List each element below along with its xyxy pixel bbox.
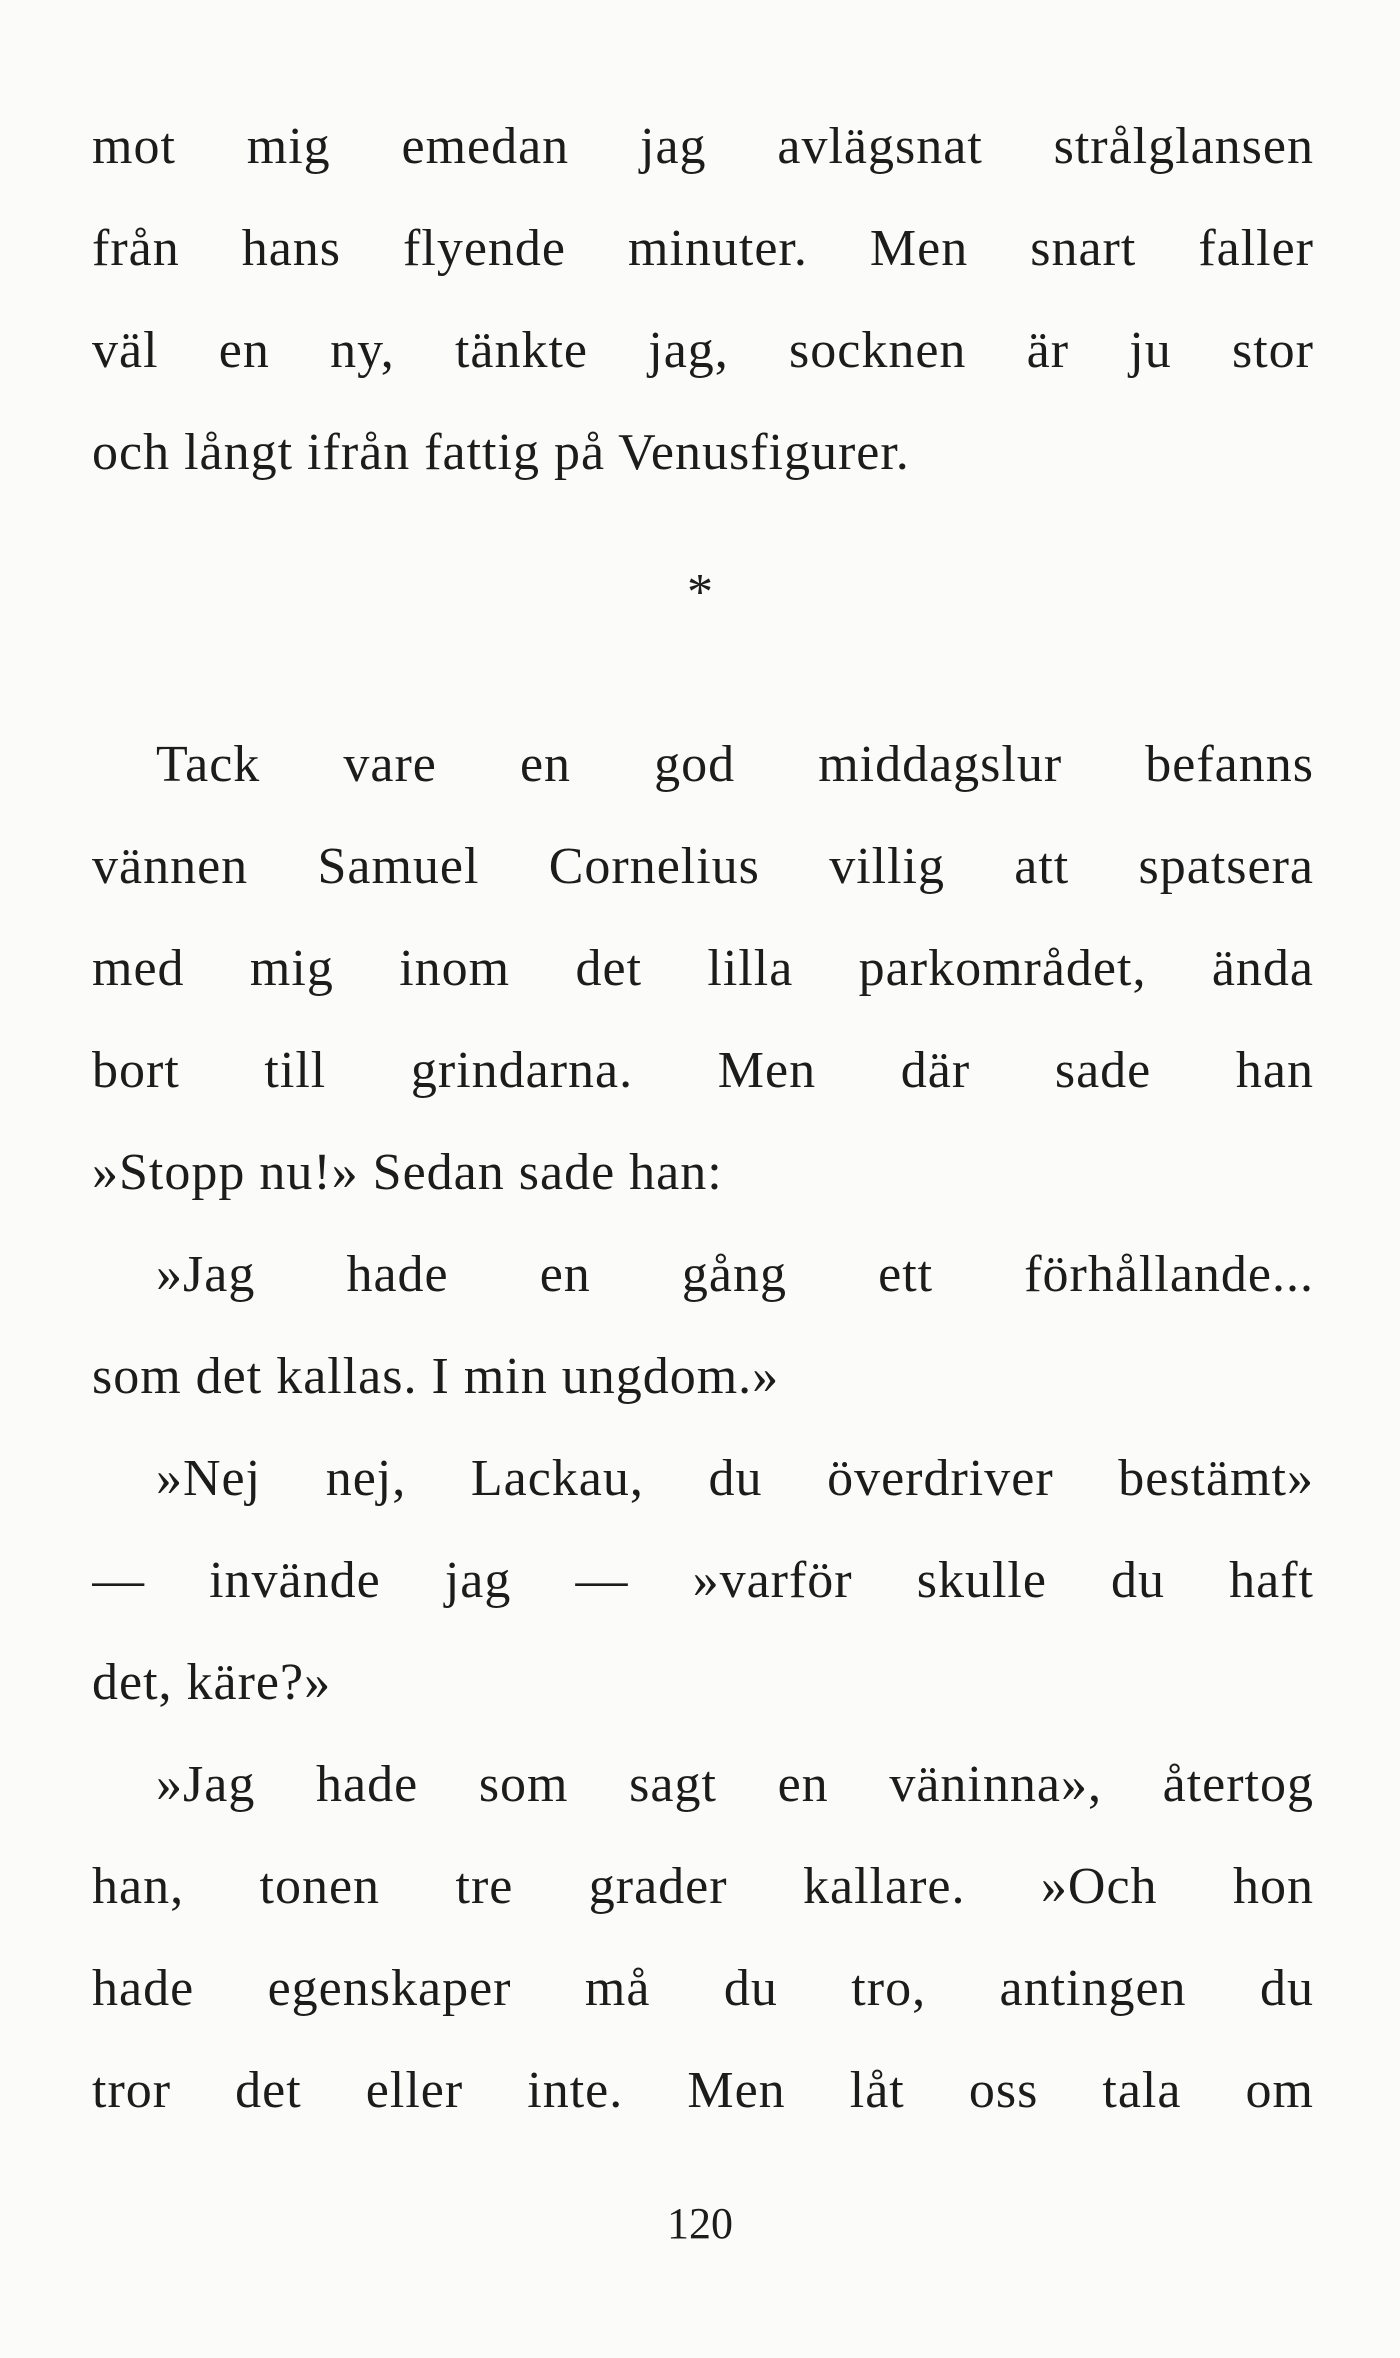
text-line: tror det eller inte. Men låt oss tala om (92, 2062, 1314, 2119)
text-line: och långt ifrån fattig på Venusfigurer. (92, 424, 910, 481)
text-line: med mig inom det lilla parkområdet, ända (92, 940, 1314, 997)
page-number: 120 (667, 2199, 733, 2248)
top-paragraph (92, 96, 1314, 504)
text-line: »Jag hade en gång ett förhållande... (156, 1246, 1314, 1303)
main-text (92, 714, 1314, 2142)
text-line: vännen Samuel Cornelius villig att spatsera (92, 838, 1314, 895)
text-line: »Jag hade som sagt en väninna», återtog (156, 1756, 1314, 1813)
text-line: »Nej nej, Lackau, du överdriver bestämt» (156, 1450, 1314, 1507)
text-line: som det kallas. I min ungdom.» (92, 1348, 780, 1405)
text-line: — invände jag — »varför skulle du haft (92, 1552, 1314, 1609)
text-line: »Stopp nu!» Sedan sade han: (92, 1144, 723, 1201)
text-line: hade egenskaper må du tro, antingen du (92, 1960, 1314, 2017)
text-line: han, tonen tre grader kallare. »Och hon (92, 1858, 1314, 1915)
text-line: bort till grindarna. Men där sade han (92, 1042, 1314, 1099)
text-line: det, käre?» (92, 1654, 332, 1711)
section-separator: * (687, 564, 713, 621)
text-line: mot mig emedan jag avlägsnat strålglansen (92, 118, 1314, 175)
text-line: Tack vare en god middagslur befanns (156, 736, 1314, 793)
text-line: från hans flyende minuter. Men snart faller (92, 220, 1314, 277)
text-line: väl en ny, tänkte jag, socknen är ju stor (92, 322, 1314, 379)
